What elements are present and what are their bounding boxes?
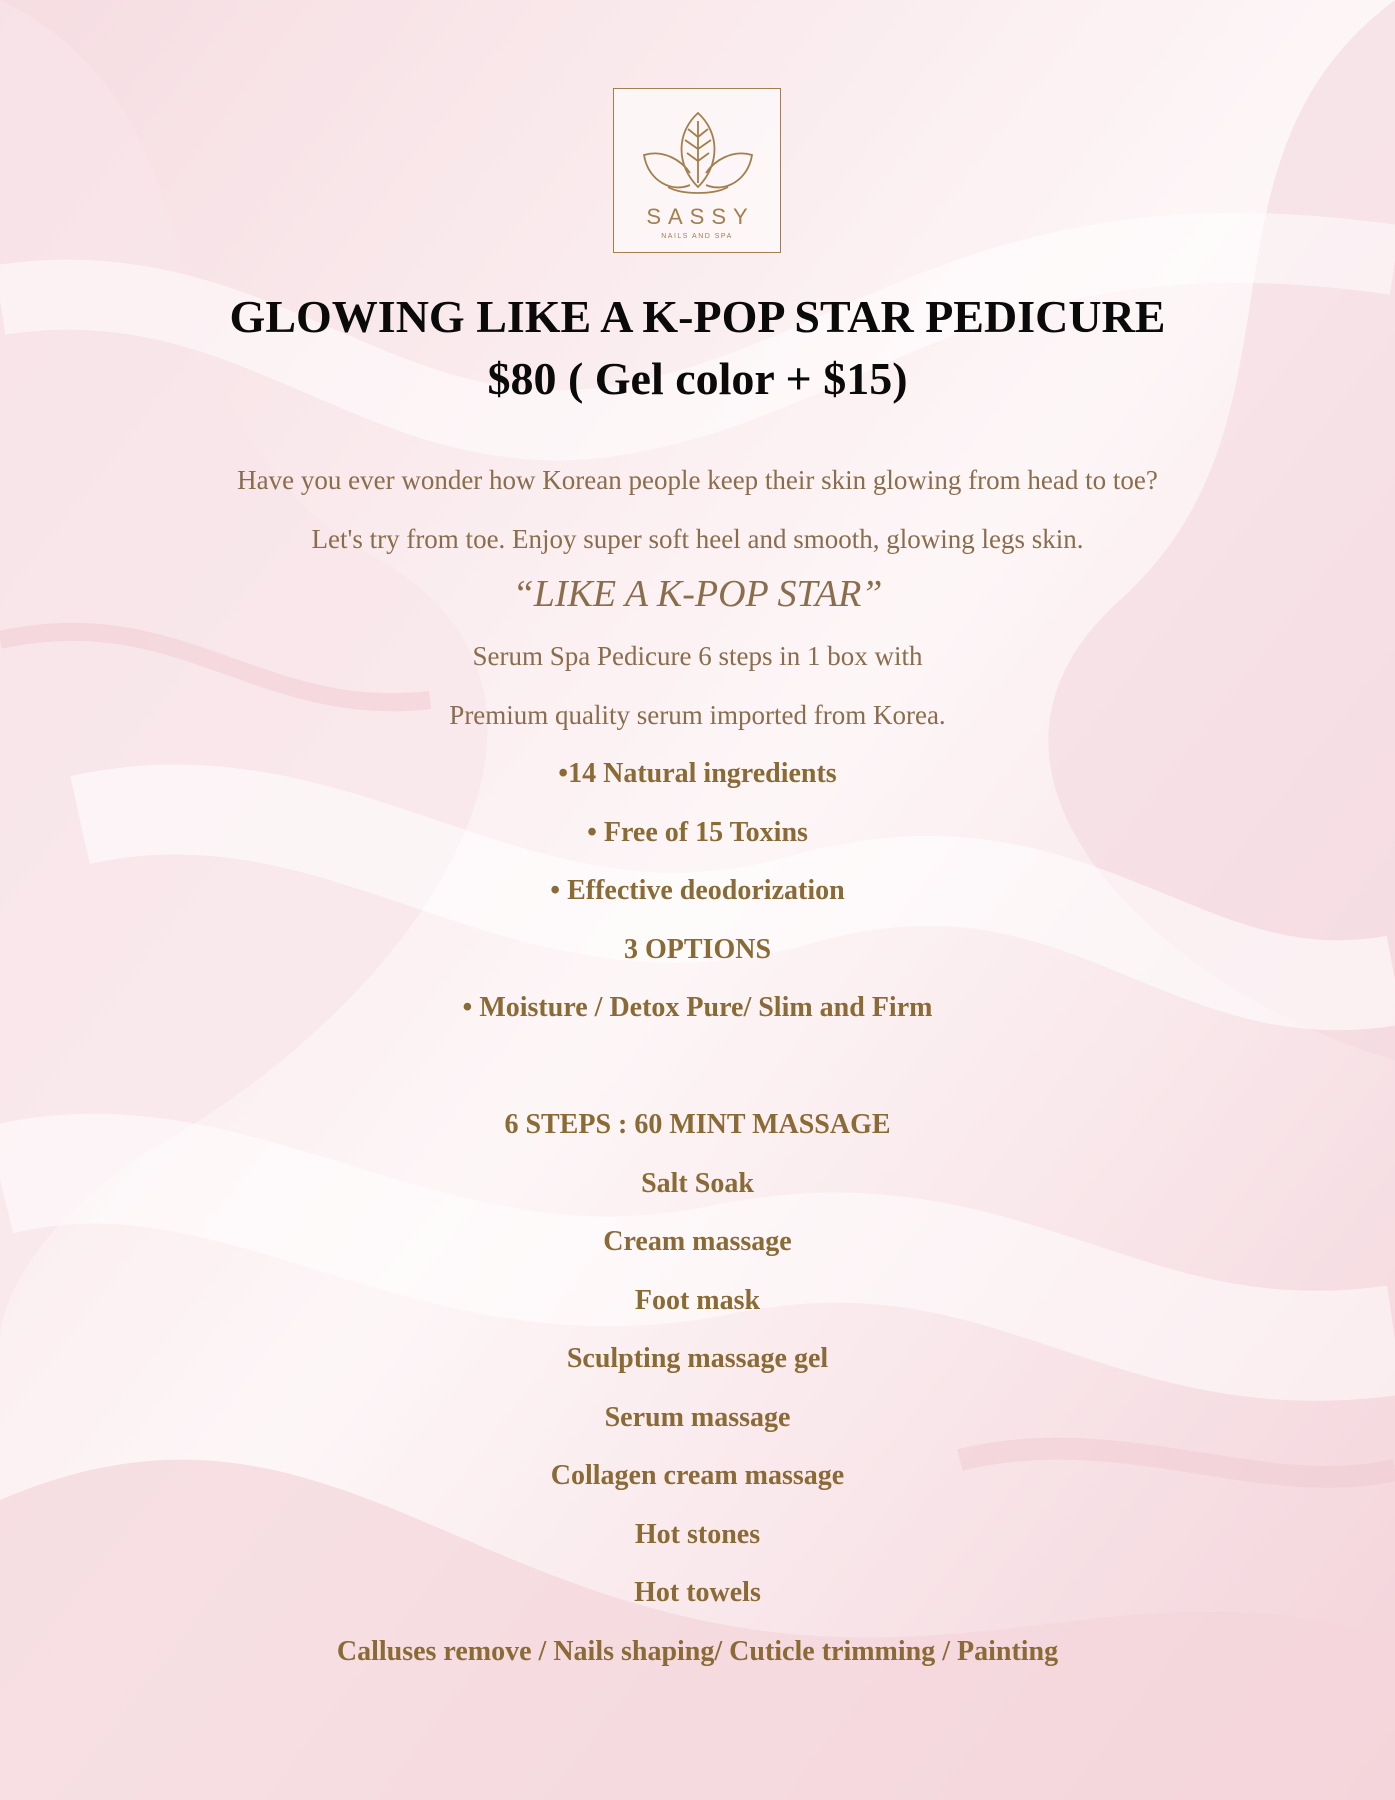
step-item: Hot stones [634,1519,761,1550]
step-item: Salt Soak [641,1168,754,1199]
brand-subtitle: NAILS AND SPA [661,233,733,240]
description-line: Serum Spa Pedicure 6 steps in 1 box with [472,641,923,671]
step-item: Hot towels [634,1577,761,1608]
steps-heading: 6 STEPS : 60 MINT MASSAGE [504,1109,891,1140]
step-item: Calluses remove / Nails shaping/ Cuticle trimming / Painting [336,1636,1059,1667]
feature-item: • Effective deodorization [550,875,845,906]
step-item: Foot mask [634,1285,761,1316]
feature-item: • Free of 15 Toxins [587,817,808,848]
step-item: Sculpting massage gel [566,1343,829,1374]
step-item: Collagen cream massage [550,1460,845,1491]
step-item: Cream massage [603,1226,792,1257]
brand-name: SASSY [646,204,755,229]
price-line: $80 ( Gel color + $15) [487,353,908,404]
sassy-logo [613,88,781,253]
feature-item: •14 Natural ingredients [558,758,837,789]
tagline: “LIKE A K-POP STAR” [512,573,883,615]
intro-line: Let's try from toe. Enjoy super soft heel and smooth, glowing legs skin. [311,524,1084,554]
step-item: Serum massage [604,1402,791,1433]
intro-line: Have you ever wonder how Korean people keep their skin glowing from head to toe? [237,465,1158,495]
lotus-icon [638,103,758,199]
options-list: • Moisture / Detox Pure/ Slim and Firm [462,992,933,1023]
page-title: GLOWING LIKE A K-POP STAR PEDICURE [229,291,1166,342]
description-line: Premium quality serum imported from Korea. [449,700,946,730]
options-heading: 3 OPTIONS [623,934,772,965]
